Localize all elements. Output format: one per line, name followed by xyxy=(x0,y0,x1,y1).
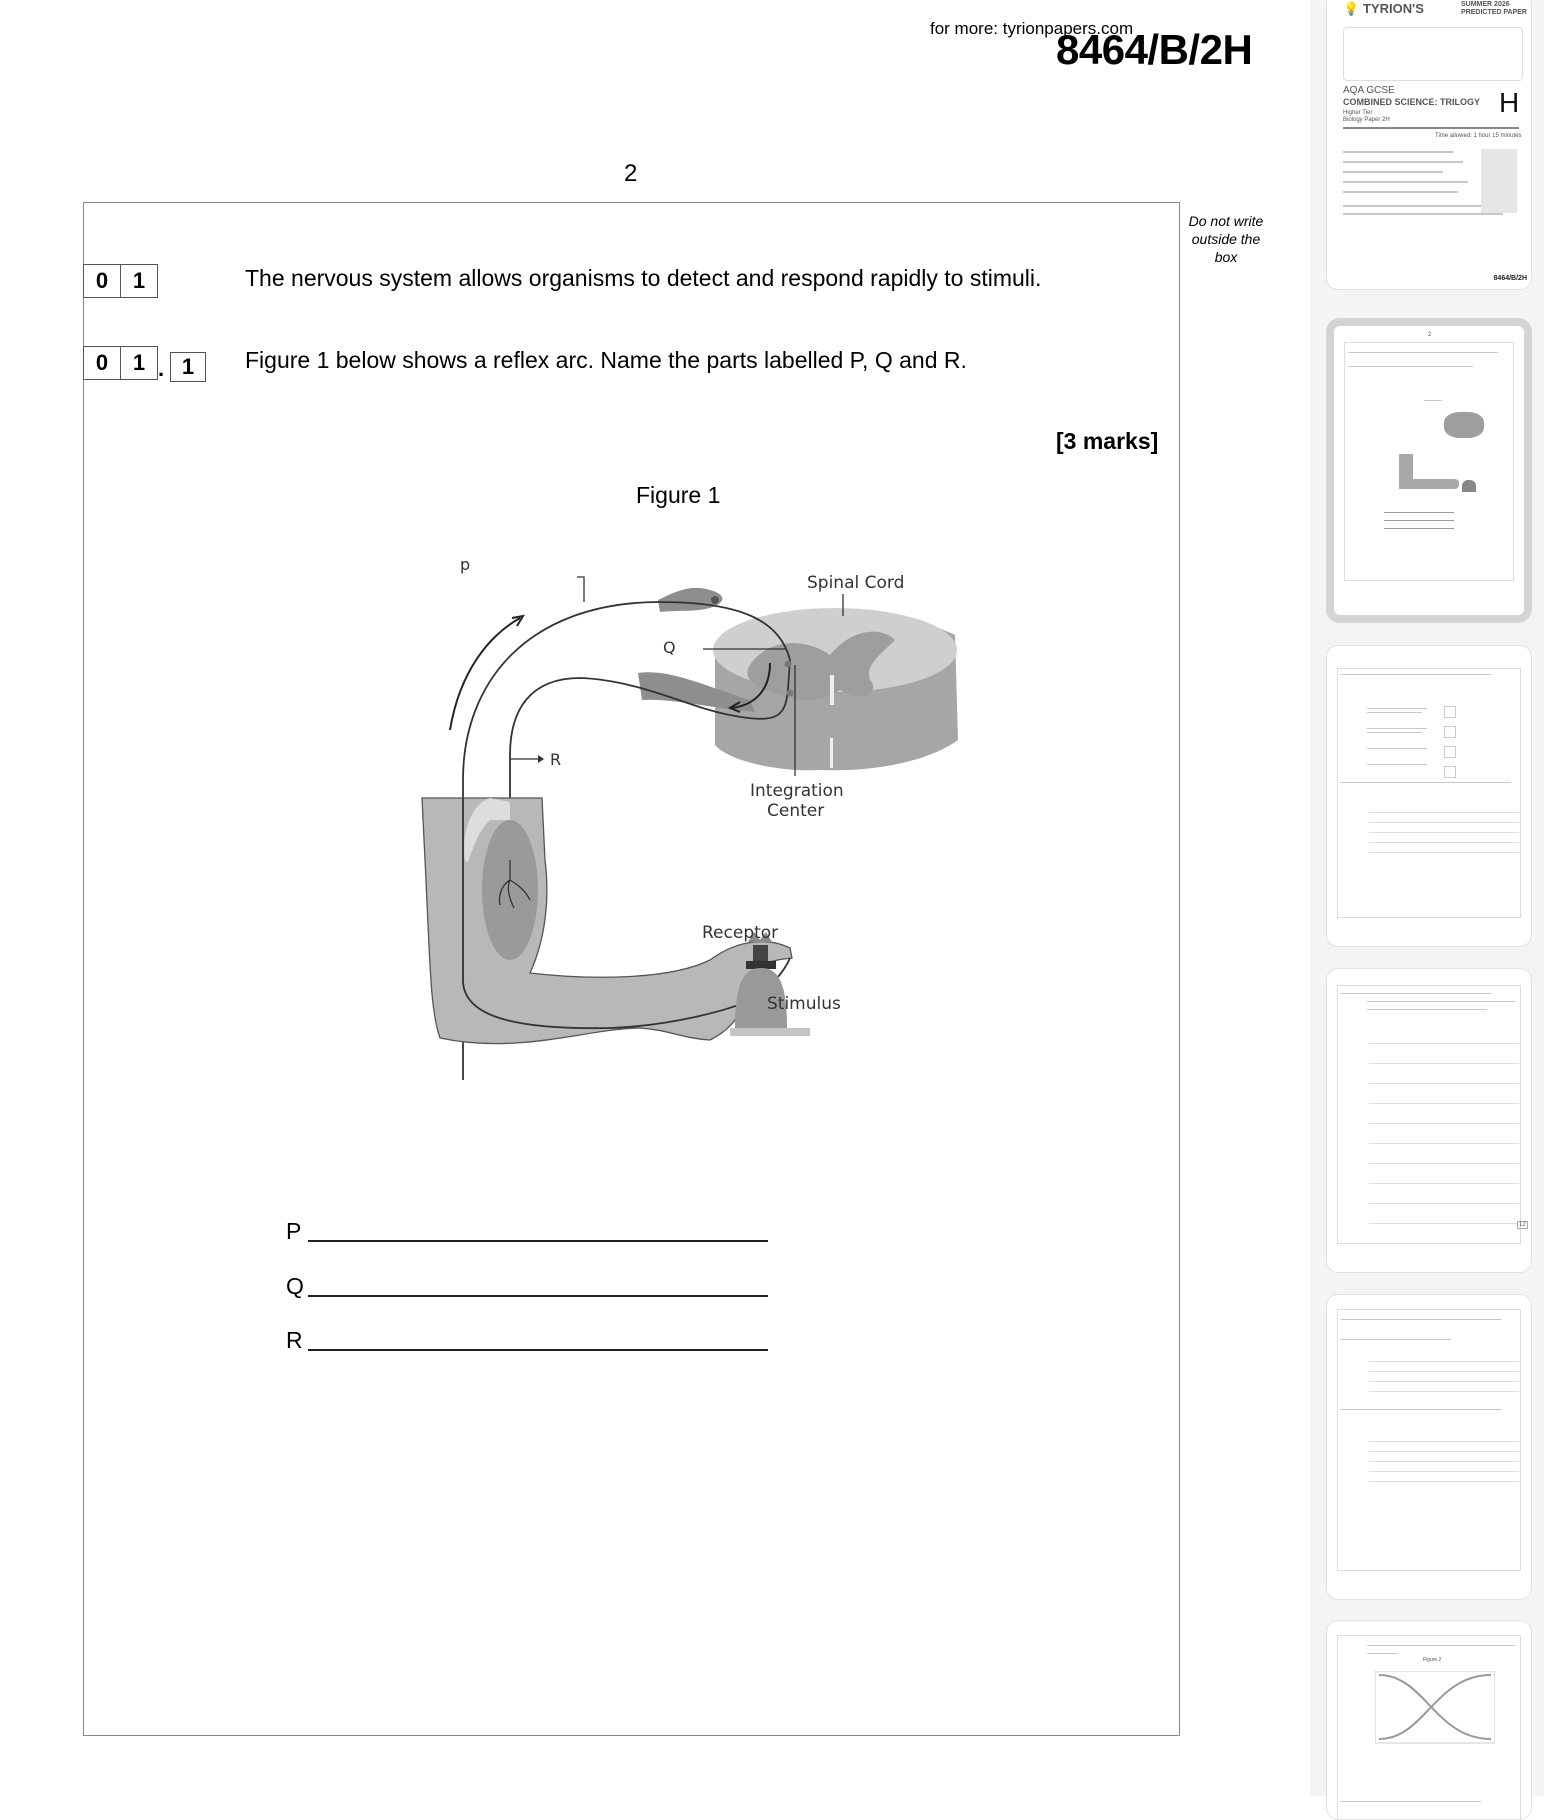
page-thumbnail-sidebar xyxy=(1310,0,1544,1796)
question-intro-text: The nervous system allows organisms to detect and respond rapidly to stimuli. xyxy=(245,265,1042,291)
subquestion-number-box xyxy=(83,346,158,380)
question-digit: 1 xyxy=(120,265,157,297)
watermark-text: for more: tyrionpapers.com xyxy=(930,19,1134,38)
thumbnail-page-5[interactable] xyxy=(1326,1294,1532,1600)
answer-line-r[interactable] xyxy=(308,1349,768,1351)
question-digit: 1 xyxy=(120,347,157,379)
thumb-tier-letter: H xyxy=(1499,87,1520,118)
label-stimulus: Stimulus xyxy=(767,994,841,1014)
subquestion-part-box: 1 xyxy=(170,352,206,382)
label-r: R xyxy=(550,750,562,769)
question-digit: 0 xyxy=(95,350,109,375)
answer-label: R xyxy=(286,1327,303,1353)
thumb-tier: Higher Tier xyxy=(1343,110,1373,116)
arrowhead-icon xyxy=(538,755,544,763)
thumb-glucose-chart xyxy=(1375,1671,1495,1751)
lightbulb-icon: 💡 xyxy=(1343,1,1360,16)
thumb-paper: Biology Paper 2H xyxy=(1343,117,1390,123)
subquestion-text: Figure 1 below shows a reflex arc. Name the parts labelled P, Q and R. xyxy=(245,347,967,373)
margin-note: Do not write outside the box xyxy=(1188,213,1264,265)
answer-label: P xyxy=(286,1218,302,1244)
ganglion-cell-icon xyxy=(711,596,719,604)
marks-label: [3 marks] xyxy=(1056,428,1159,454)
answer-label: Q xyxy=(286,1273,304,1299)
thumbnail-page-2[interactable] xyxy=(1326,318,1532,623)
thumbnail-page-6[interactable] xyxy=(1326,1620,1532,1820)
label-integration-line1: Integration xyxy=(750,781,844,801)
spinal-cord-shape xyxy=(713,608,958,770)
reflex-arc-diagram xyxy=(410,540,970,1080)
page-number: 2 xyxy=(624,160,638,187)
thumb-candidate-box xyxy=(1343,27,1523,81)
thumb-tag-1: SUMMER 2026 xyxy=(1461,1,1510,8)
thumb-page-label: 2 xyxy=(1428,332,1432,338)
label-receptor: Receptor xyxy=(702,923,779,943)
thumb-marks-table xyxy=(1481,149,1517,213)
thumb-tag-2: PREDICTED PAPER xyxy=(1461,9,1527,16)
label-p: p xyxy=(460,555,471,574)
thumb-time-allowed: Time allowed: 1 hour 15 minutes xyxy=(1435,133,1522,139)
synapse-icon xyxy=(787,690,794,697)
thumb-subject: COMBINED SCIENCE: TRILOGY xyxy=(1343,97,1481,107)
thumbnail-page-3[interactable] xyxy=(1326,645,1532,947)
answer-line-q[interactable] xyxy=(308,1295,768,1297)
reflex-arc-figure xyxy=(410,540,970,1080)
question-number-box xyxy=(83,264,158,298)
answer-row-r xyxy=(286,1327,768,1354)
question-dot: . xyxy=(158,356,165,381)
label-spinal-cord: Spinal Cord xyxy=(807,573,905,593)
thumb-code: 8464/B/2H xyxy=(1493,275,1527,282)
paper-code: 8464/B/2H xyxy=(1056,26,1253,73)
impulse-direction-arrow xyxy=(450,618,520,730)
thumb-figure-label: Figure 2 xyxy=(1423,1657,1442,1663)
thumbnail-page-1[interactable] xyxy=(1326,0,1532,290)
answer-line-p[interactable] xyxy=(308,1240,768,1242)
thumb-figure xyxy=(1394,404,1484,494)
figure-title: Figure 1 xyxy=(636,482,721,508)
thumbnail-page-4[interactable] xyxy=(1326,968,1532,1273)
thumb-brand: TYRION'S xyxy=(1363,1,1424,16)
answer-row-p xyxy=(286,1218,768,1245)
synapse-icon xyxy=(785,661,792,668)
p-pointer xyxy=(577,577,584,602)
label-q: Q xyxy=(663,638,676,657)
label-integration-line2: Center xyxy=(767,801,825,821)
thumb-score-box: 12 xyxy=(1519,1222,1526,1228)
question-digit: 0 xyxy=(95,268,109,293)
thumb-exam-board: AQA GCSE xyxy=(1343,85,1395,96)
answer-row-q xyxy=(286,1273,768,1300)
